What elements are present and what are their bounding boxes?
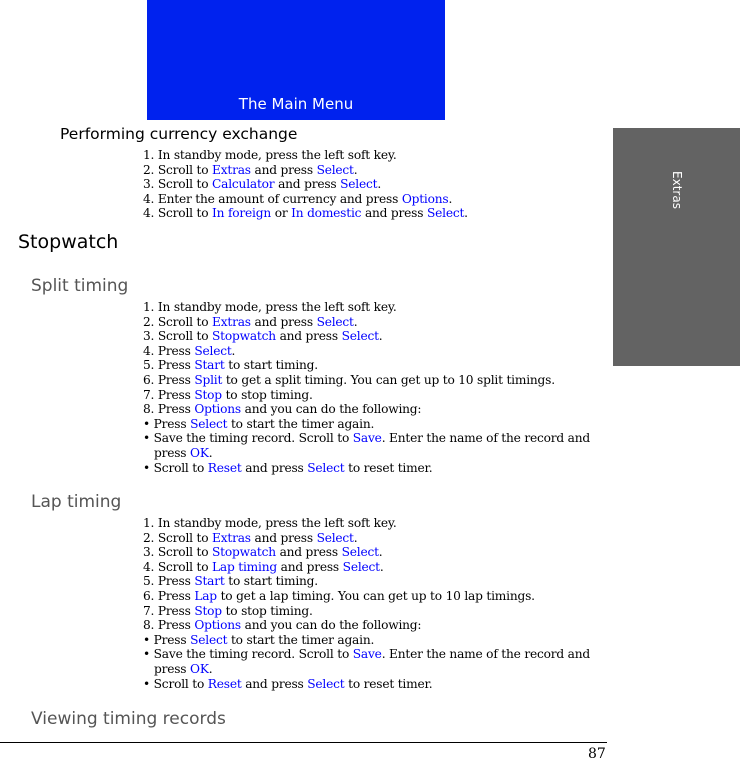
step-text: to stop timing. bbox=[221, 603, 313, 618]
step-text: . Enter the name of the record and bbox=[381, 431, 590, 446]
step-text: 4. Enter the amount of currency and press bbox=[143, 191, 402, 206]
step-line bbox=[143, 163, 603, 178]
main-menu-banner bbox=[147, 0, 445, 120]
step-text: and you can do the following: bbox=[240, 402, 422, 417]
menu-keyword: Select bbox=[341, 329, 379, 344]
step-text: . bbox=[353, 314, 358, 329]
menu-keyword: Extras bbox=[212, 314, 251, 329]
step-text: • Save the timing record. Scroll to bbox=[143, 431, 353, 446]
step-text: and press bbox=[250, 314, 317, 329]
step-text: . bbox=[377, 177, 382, 192]
step-text: 1. In standby mode, press the left soft key. bbox=[143, 300, 397, 314]
step-text: 8. Press bbox=[143, 402, 195, 417]
menu-keyword: Stop bbox=[194, 603, 222, 618]
currency-heading: Performing currency exchange bbox=[60, 125, 298, 143]
step-text: and press bbox=[275, 329, 342, 344]
menu-keyword: Select bbox=[426, 206, 465, 221]
menu-keyword: Extras bbox=[212, 530, 251, 545]
step-text: 2. Scroll to bbox=[143, 530, 213, 545]
stopwatch-heading: Stopwatch bbox=[18, 231, 119, 253]
menu-keyword: Save bbox=[352, 647, 382, 662]
step-text: 3. Scroll to bbox=[143, 545, 213, 560]
menu-keyword: Split bbox=[194, 372, 223, 387]
menu-keyword: Calculator bbox=[212, 177, 275, 192]
step-text: . bbox=[208, 661, 213, 676]
step-line bbox=[143, 461, 603, 476]
step-line bbox=[143, 516, 603, 531]
step-text: and press bbox=[275, 545, 342, 560]
step-line bbox=[143, 358, 603, 373]
step-text: 4. Press bbox=[143, 343, 195, 358]
step-text: 1. In standby mode, press the left soft key. bbox=[143, 516, 397, 530]
step-text: 6. Press bbox=[143, 588, 195, 603]
currency-steps bbox=[143, 148, 603, 221]
step-text: to get a lap timing. You can get up to 10 lap timings. bbox=[216, 588, 535, 603]
step-text: to start timing. bbox=[224, 574, 318, 589]
chapter-tab-label: Extras bbox=[669, 171, 684, 209]
step-line bbox=[143, 633, 603, 648]
step-text: 6. Press bbox=[143, 372, 195, 387]
step-text: . bbox=[378, 329, 383, 344]
step-text: 8. Press bbox=[143, 618, 195, 633]
step-line bbox=[143, 388, 603, 403]
step-text: to reset timer. bbox=[344, 460, 433, 475]
menu-keyword: Extras bbox=[212, 162, 251, 177]
step-text: . bbox=[208, 445, 213, 460]
menu-keyword: Select bbox=[341, 545, 379, 560]
step-text: press bbox=[154, 661, 191, 676]
step-text: to reset timer. bbox=[344, 676, 433, 691]
step-line bbox=[143, 545, 603, 560]
step-line bbox=[143, 177, 603, 192]
step-text: to start the timer again. bbox=[227, 632, 375, 647]
step-text: . bbox=[378, 545, 383, 560]
step-text: . bbox=[379, 559, 384, 574]
step-text: press bbox=[154, 445, 191, 460]
step-text: to get a split timing. You can get up to 10 split timings. bbox=[222, 372, 555, 387]
step-text: 1. In standby mode, press the left soft key. bbox=[143, 148, 397, 162]
step-text: to stop timing. bbox=[221, 387, 313, 402]
lap-timing-steps bbox=[143, 516, 603, 691]
step-line bbox=[143, 677, 603, 692]
step-text: and press bbox=[250, 162, 317, 177]
step-line bbox=[143, 618, 603, 633]
step-text: • Scroll to bbox=[143, 676, 208, 691]
step-text: 5. Press bbox=[143, 574, 195, 589]
step-text: and press bbox=[241, 676, 308, 691]
step-text: . bbox=[353, 530, 358, 545]
step-line bbox=[143, 417, 603, 432]
step-line bbox=[143, 206, 603, 221]
menu-keyword: Select bbox=[316, 530, 354, 545]
menu-keyword: In foreign bbox=[212, 206, 272, 221]
menu-keyword: In domestic bbox=[291, 206, 362, 221]
menu-keyword: Options bbox=[194, 402, 241, 417]
step-line bbox=[143, 604, 603, 619]
step-line bbox=[143, 300, 603, 315]
menu-keyword: OK bbox=[190, 445, 209, 460]
step-text: • Press bbox=[143, 632, 191, 647]
step-text: to start the timer again. bbox=[227, 416, 375, 431]
menu-keyword: Options bbox=[194, 618, 241, 633]
menu-keyword: Reset bbox=[207, 676, 242, 691]
step-line bbox=[143, 373, 603, 388]
step-text: and press bbox=[274, 177, 341, 192]
step-text: 4. Scroll to bbox=[143, 206, 213, 221]
menu-keyword: Start bbox=[194, 358, 225, 373]
step-line bbox=[143, 662, 603, 677]
step-text: . bbox=[448, 191, 453, 206]
step-line bbox=[143, 531, 603, 546]
step-text: 2. Scroll to bbox=[143, 162, 213, 177]
lap-timing-heading: Lap timing bbox=[31, 492, 122, 512]
step-text: . bbox=[231, 343, 236, 358]
step-line bbox=[143, 315, 603, 330]
menu-keyword: Options bbox=[401, 191, 449, 206]
menu-keyword: Reset bbox=[207, 460, 242, 475]
step-text: and press bbox=[276, 559, 343, 574]
menu-keyword: Select bbox=[307, 460, 345, 475]
menu-keyword: Stop bbox=[194, 387, 222, 402]
step-text: 5. Press bbox=[143, 358, 195, 373]
step-text: 4. Scroll to bbox=[143, 559, 213, 574]
step-text: • Scroll to bbox=[143, 460, 208, 475]
split-timing-heading: Split timing bbox=[31, 276, 129, 296]
step-text: or bbox=[271, 206, 292, 221]
step-line bbox=[143, 329, 603, 344]
menu-keyword: Select bbox=[342, 559, 380, 574]
banner-title: The Main Menu bbox=[238, 95, 354, 113]
footer-rule bbox=[0, 742, 607, 743]
step-line bbox=[143, 589, 603, 604]
menu-keyword: Select bbox=[316, 162, 354, 177]
page-number: 87 bbox=[588, 746, 606, 762]
menu-keyword: Select bbox=[190, 632, 228, 647]
step-text: and you can do the following: bbox=[240, 618, 422, 633]
menu-keyword: Select bbox=[340, 177, 378, 192]
step-text: • Save the timing record. Scroll to bbox=[143, 647, 353, 662]
step-text: . bbox=[464, 206, 468, 221]
step-text: and press bbox=[241, 460, 308, 475]
menu-keyword: Start bbox=[194, 574, 225, 589]
menu-keyword: Select bbox=[307, 676, 345, 691]
step-text: and press bbox=[361, 206, 427, 221]
split-timing-steps bbox=[143, 300, 603, 475]
step-text: 7. Press bbox=[143, 387, 195, 402]
step-line bbox=[143, 148, 603, 163]
step-line bbox=[143, 560, 603, 575]
step-line bbox=[143, 647, 603, 662]
menu-keyword: Stopwatch bbox=[212, 545, 276, 560]
menu-keyword: Stopwatch bbox=[212, 329, 276, 344]
menu-keyword: Select bbox=[190, 416, 228, 431]
menu-keyword: Select bbox=[194, 343, 232, 358]
step-line bbox=[143, 446, 603, 461]
step-text: . Enter the name of the record and bbox=[381, 647, 590, 662]
step-text: to start timing. bbox=[224, 358, 318, 373]
menu-keyword: Save bbox=[352, 431, 382, 446]
menu-keyword: Lap bbox=[194, 588, 217, 603]
step-text: and press bbox=[250, 530, 317, 545]
viewing-records-heading: Viewing timing records bbox=[31, 709, 226, 729]
menu-keyword: Select bbox=[316, 314, 354, 329]
step-line bbox=[143, 574, 603, 589]
step-line bbox=[143, 344, 603, 359]
step-text: 3. Scroll to bbox=[143, 329, 213, 344]
menu-keyword: Lap timing bbox=[212, 559, 277, 574]
step-text: • Press bbox=[143, 416, 191, 431]
menu-keyword: OK bbox=[190, 661, 209, 676]
step-text: 2. Scroll to bbox=[143, 314, 213, 329]
step-line bbox=[143, 402, 603, 417]
step-line bbox=[143, 431, 603, 446]
step-line bbox=[143, 192, 603, 207]
step-text: 7. Press bbox=[143, 603, 195, 618]
step-text: . bbox=[353, 162, 358, 177]
chapter-tab bbox=[613, 128, 740, 366]
step-text: 3. Scroll to bbox=[143, 177, 213, 192]
